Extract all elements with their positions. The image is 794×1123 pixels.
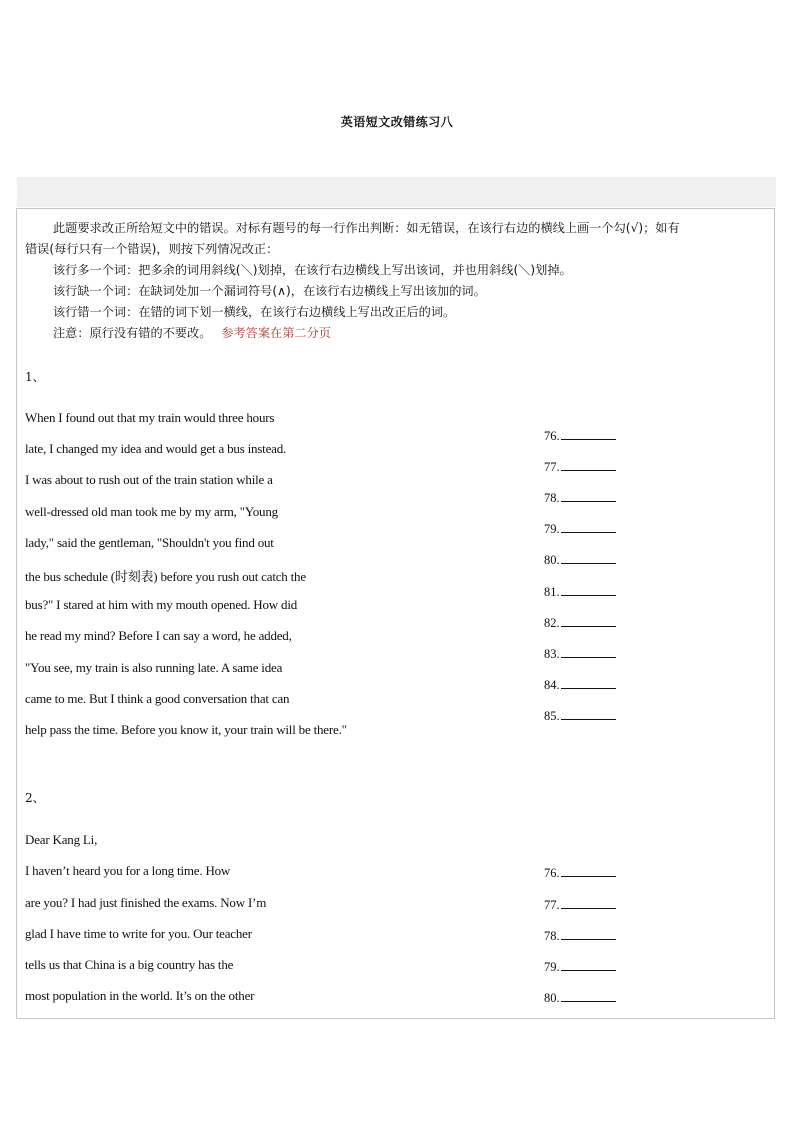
passage-line: glad I have time to write for you. Our teacher [25,926,252,941]
answer-line[interactable] [561,989,616,1002]
answer-line[interactable] [561,427,616,440]
answer-number: 82. [544,616,560,630]
answer-number: 80. [544,991,560,1005]
answer-blank-2-79[interactable] [544,958,616,975]
answer-number: 78. [544,929,560,943]
passage-line: "You see, my train is also running late. A same idea [25,660,283,675]
header-bar [17,177,776,207]
letter-greeting: Dear Kang Li, [25,832,98,847]
instruction-line-1: 此题要求改正所给短文中的错误。对标有题号的每一行作出判断：如无错误，在该行右边的横线上画一个勾(√)；如有 [53,221,680,235]
passage-line: bus?" I stared at him with my mouth opened. How did [25,597,298,612]
instruction-note [53,323,331,344]
section-1-number: 1、 [25,370,45,384]
instruction-line-2: 错误(每行只有一个错误)，则按下列情况改正： [25,242,279,256]
passage-line: tells us that China is a big country has the [25,957,234,972]
answer-blank-2-78[interactable] [544,927,616,944]
answer-blank-2-76[interactable] [544,864,616,881]
answer-number: 77. [544,460,560,474]
answer-number: 79. [544,522,560,536]
section-2-number: 2、 [25,791,45,805]
passage-line: late, I changed my idea and would get a bus instead. [25,441,287,456]
answer-blank-78[interactable] [544,489,616,506]
answer-link[interactable]: 参考答案在第二分页 [221,326,331,340]
answer-blank-77[interactable] [544,458,616,475]
answer-blank-83[interactable] [544,645,616,662]
passage-line: lady," said the gentleman, "Shouldn't you find out [25,535,274,550]
answer-number: 81. [544,585,560,599]
answer-line[interactable] [561,520,616,533]
answer-number: 77. [544,898,560,912]
answer-blank-85[interactable] [544,707,616,724]
page-title: 英语短文改错练习八 [340,115,454,129]
answer-line[interactable] [561,676,616,689]
answer-number: 83. [544,647,560,661]
passage-line: I haven’t heard you for a long time. How [25,863,231,878]
answer-blank-80[interactable] [544,551,616,568]
passage-line: most population in the world. It’s on the other [25,988,255,1003]
passage-line: are you? I had just finished the exams. Now I’m [25,895,267,910]
answer-line[interactable] [561,458,616,471]
instruction-line-5: 该行错一个词：在错的词下划一横线，在该行右边横线上写出改正后的词。 [53,305,456,319]
instruction-line-3: 该行多一个词：把多余的词用斜线(＼)划掉，在该行右边横线上写出该词，并也用斜线(＼)划掉。 [53,263,572,277]
passage-line: When I found out that my train would three hours [25,410,275,425]
answer-line[interactable] [561,958,616,971]
answer-blank-82[interactable] [544,614,616,631]
passage-line: he read my mind? Before I can say a word, he added, [25,628,292,643]
note-text: 注意：原行没有错的不要改。 [53,326,212,340]
answer-blank-84[interactable] [544,676,616,693]
answer-line[interactable] [561,614,616,627]
answer-number: 76. [544,866,560,880]
answer-line[interactable] [561,896,616,909]
answer-number: 79. [544,960,560,974]
answer-blank-2-77[interactable] [544,896,616,913]
passage-line: well-dressed old man took me by my arm, "Young [25,504,278,519]
answer-number: 80. [544,553,560,567]
answer-blank-76[interactable] [544,427,616,444]
answer-number: 84. [544,678,560,692]
answer-line[interactable] [561,583,616,596]
answer-number: 78. [544,491,560,505]
answer-line[interactable] [561,551,616,564]
answer-blank-79[interactable] [544,520,616,537]
answer-line[interactable] [561,707,616,720]
answer-blank-81[interactable] [544,583,616,600]
passage-line: came to me. But I think a good conversation that can [25,691,290,706]
answer-blank-2-80[interactable] [544,989,616,1006]
answer-line[interactable] [561,489,616,502]
answer-line[interactable] [561,645,616,658]
passage-line: I was about to rush out of the train station while a [25,472,273,487]
passage-line: the bus schedule (时刻表) before you rush out catch the [25,569,306,584]
answer-line[interactable] [561,927,616,940]
passage-line: help pass the time. Before you know it, your train will be there." [25,722,347,737]
answer-number: 76. [544,429,560,443]
instruction-line-4: 该行缺一个词：在缺词处加一个漏词符号(∧)，在该行右边横线上写出该加的词。 [53,284,486,298]
answer-line[interactable] [561,864,616,877]
answer-number: 85. [544,709,560,723]
